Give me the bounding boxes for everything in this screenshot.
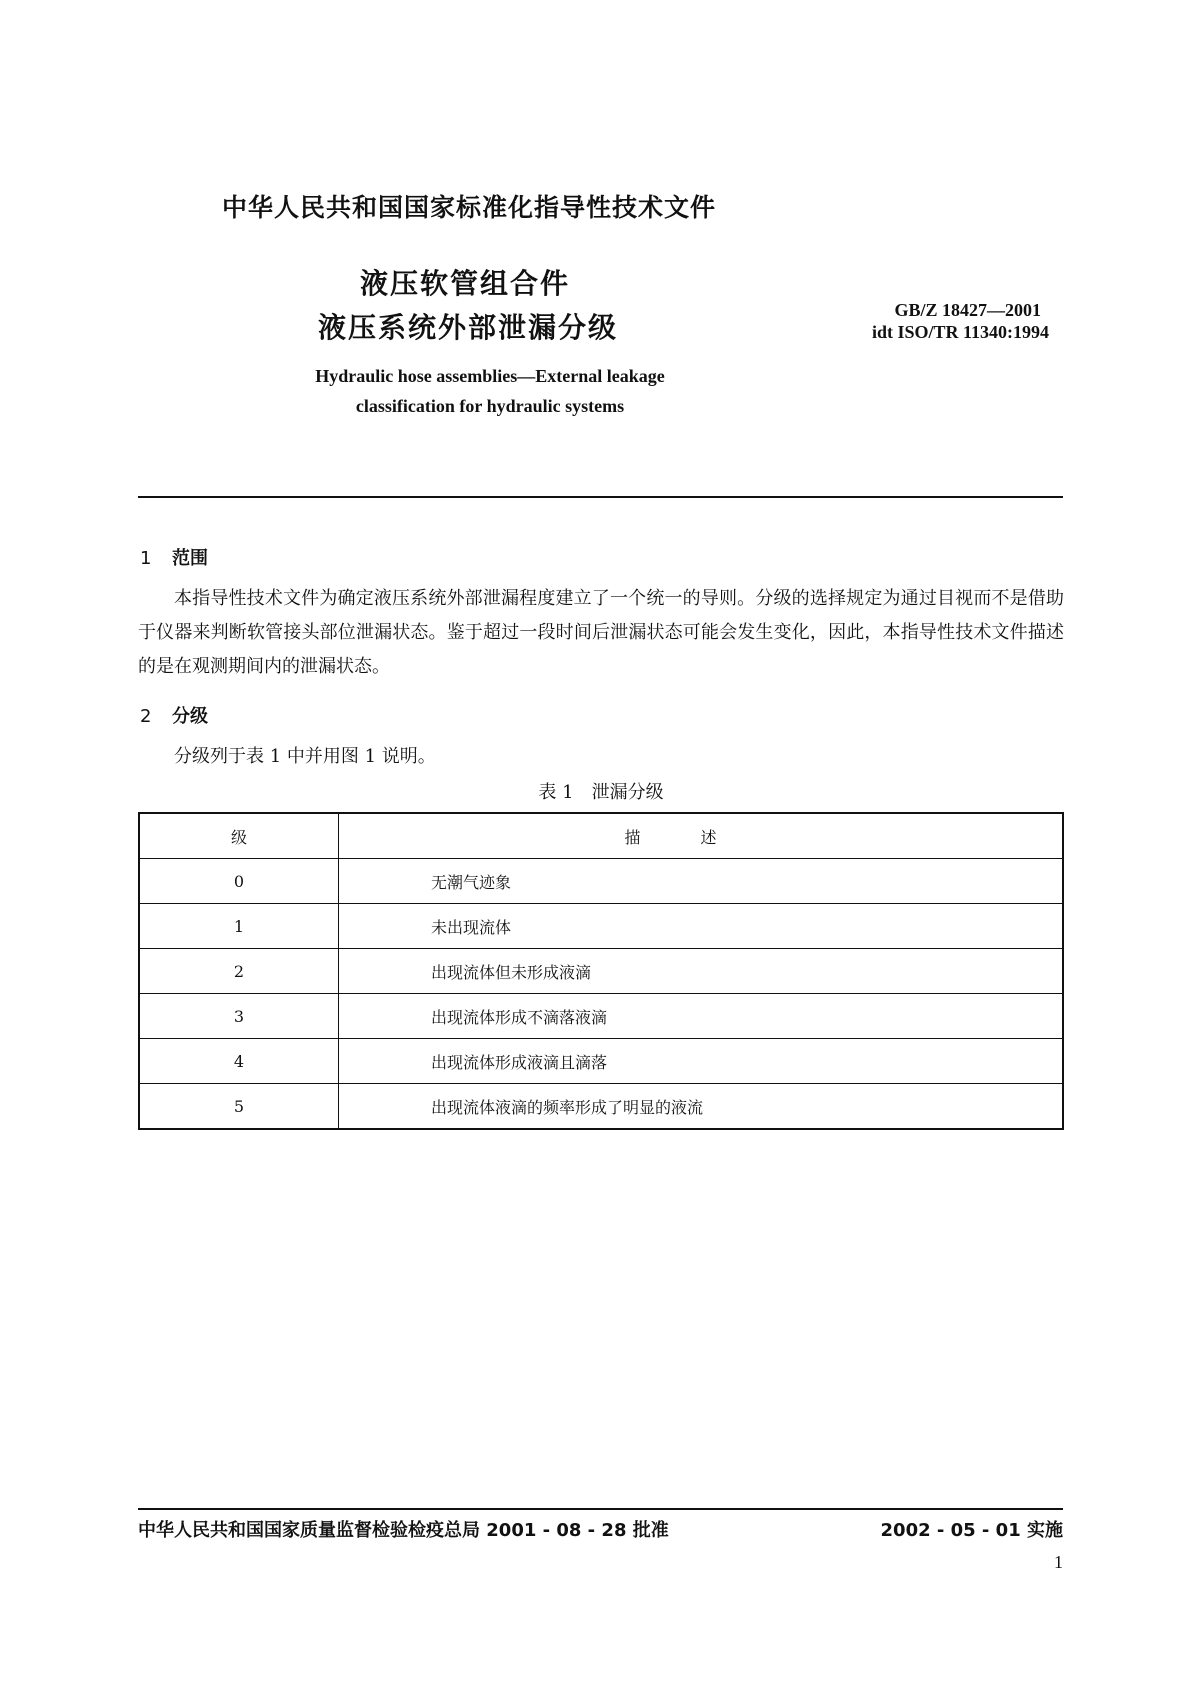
implementation-date: 2002 - 05 - 01 实施 (880, 1520, 1063, 1541)
title-cn-line1: 液压软管组合件 (360, 267, 571, 300)
section1-paragraph: 本指导性技术文件为确定液压系统外部泄漏程度建立了一个统一的导则。分级的选择规定为通过目视而不是借助于仪器来判断软管接头部位泄漏状态。鉴于超过一段时间后泄漏状态可能会发生变化，因此，本指导性技术文件描述的是在观测期间内的泄漏状态。 (138, 588, 1064, 677)
section2-paragraph: 分级列于表 1 中并用图 1 说明。 (174, 746, 436, 767)
section2-body (138, 740, 1064, 774)
standard-code: GB/Z 18427—2001 (894, 300, 1041, 320)
description-cell: 无潮气迹象 (339, 859, 1064, 904)
table-row (139, 1084, 1063, 1130)
table-row (139, 1039, 1063, 1084)
title-cn-line2: 液压系统外部泄漏分级 (318, 311, 619, 344)
section2-number: 2 (140, 706, 152, 727)
table-row (139, 859, 1063, 904)
approval-statement: 中华人民共和国国家质量监督检验检疫总局 2001 - 08 - 28 批准 (138, 1520, 669, 1541)
table-row (139, 904, 1063, 949)
table-header-row (139, 813, 1063, 859)
table-row (139, 949, 1063, 994)
section1-number: 1 (140, 548, 152, 569)
section1-heading (140, 544, 208, 570)
header-divider (138, 496, 1063, 498)
document-category-header: 中华人民共和国国家标准化指导性技术文件 (222, 193, 717, 222)
footer-divider (138, 1508, 1063, 1510)
section1-body (138, 582, 1064, 684)
table-caption: 表 1 泄漏分级 (538, 782, 664, 803)
level-cell: 0 (139, 859, 339, 904)
section1-title: 范围 (172, 548, 208, 569)
leakage-classification-table (138, 812, 1064, 1130)
title-en-line1: Hydraulic hose assemblies—External leakage (315, 366, 665, 386)
table-row (139, 994, 1063, 1039)
description-cell: 出现流体形成液滴且滴落 (339, 1039, 1064, 1084)
page-number: 1 (1054, 1552, 1063, 1572)
description-cell: 出现流体形成不滴落液滴 (339, 994, 1064, 1039)
title-en-line2: classification for hydraulic systems (355, 396, 625, 416)
column-header-level: 级 (139, 813, 339, 859)
description-cell: 未出现流体 (339, 904, 1064, 949)
description-cell: 出现流体但未形成液滴 (339, 949, 1064, 994)
level-cell: 1 (139, 904, 339, 949)
description-cell: 出现流体液滴的频率形成了明显的液流 (339, 1084, 1064, 1130)
standard-equivalence: idt ISO/TR 11340:1994 (871, 322, 1049, 342)
level-cell: 5 (139, 1084, 339, 1130)
level-cell: 3 (139, 994, 339, 1039)
level-cell: 2 (139, 949, 339, 994)
level-cell: 4 (139, 1039, 339, 1084)
section2-title: 分级 (172, 706, 208, 727)
section2-heading (140, 702, 208, 728)
column-header-description: 描述 (339, 813, 1064, 859)
